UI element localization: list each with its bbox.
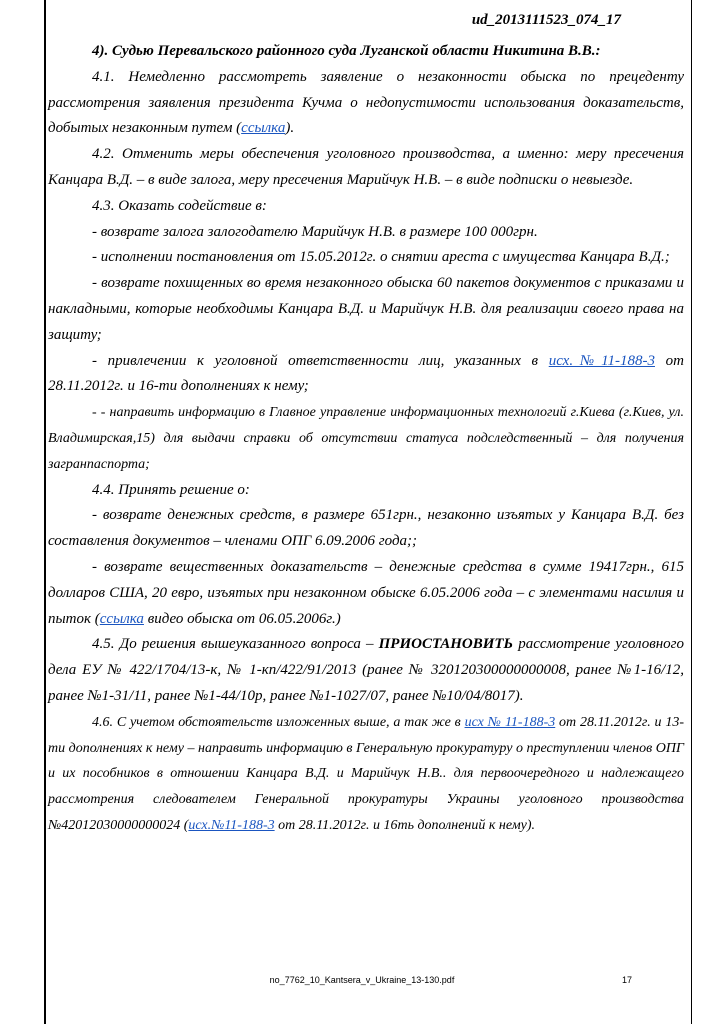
list-item xyxy=(48,349,684,401)
document-id: ud_2013111523_074_17 xyxy=(471,12,621,28)
list-item: - возврате денежных средств, в размере 651грн., незаконно изъятых у Канцара В.Д. без составления документов – членами ОПГ 6.09.2006 года;; xyxy=(48,507,684,550)
paragraph-4-1 xyxy=(48,65,684,142)
paragraph-4-2: 4.2. Отменить меры обеспечения уголовного производства, а именно: меру пресечения Канцара В.Д. – в виде залога, меру пресечения Марийчук Н.В. – в виде подписки о невыезде. xyxy=(48,146,684,188)
footer-file-name: no_7762_10_Kantsera_v_Ukraine_13-130.pdf xyxy=(269,975,455,985)
paragraph-text: - привлечении к уголовной ответственности лиц, указанных в xyxy=(92,352,549,369)
list-item: - возврате похищенных во время незаконного обыска 60 пакетов документов с приказами и накладными, которые необходимы Канцара В.Д. и Марийчук Н.В. для реализации своего права на защиту; xyxy=(48,275,684,343)
right-margin-line xyxy=(691,0,692,1024)
section-heading: 4). Судью Перевальского районного суда Луганской области Никитина В.В.: xyxy=(92,43,601,59)
link-ish-11-188-3[interactable]: исх.№11-188-3 xyxy=(548,352,655,369)
paragraph-text: от 28.11.2012г. и 13-ти дополнениях к нему – направить информацию в Генеральную прокуратуру о преступлении членов ОПГ и их пособников в отношении Канцара В.Д. и Марийчук Н.В.. для первоочередного и надлежащего рассмотрения следователем Генеральной прокуратуры Украины уголовного производства №42012030000000024 ( xyxy=(48,714,684,833)
paragraph-4-5 xyxy=(48,632,684,709)
footer-page-number: 17 xyxy=(622,975,633,985)
link-ish-11-188-3-first[interactable]: исх № 11-188-3 xyxy=(464,714,556,730)
paragraph-text: видео обыска от 06.05.2006г.) xyxy=(143,610,341,627)
paragraph-text: от 28.11.2012г. и 16ть дополнений к нему). xyxy=(274,817,536,833)
list-item: - - направить информацию в Главное управление информационных технологий г.Киева (г.Киев, ул. Владимирская,15) для выдачи справки об отсутствии статуса подследственный – для получения загранпаспорта; xyxy=(48,405,684,472)
document-body xyxy=(48,39,684,839)
link-ish-11-188-3-second[interactable]: исх.№11-188-3 xyxy=(188,817,275,833)
paragraph-text: ). xyxy=(285,120,295,137)
paragraph-text: 4.6. С учетом обстоятельств изложенных выше, а так же в xyxy=(92,714,465,730)
list-item: - исполнении постановления от 15.05.2012г. о снятии ареста с имущества Канцара В.Д.; xyxy=(92,249,670,266)
paragraph-text: 4.5. До решения вышеуказанного вопроса – xyxy=(92,636,379,653)
link-ssylka-video[interactable]: ссылка xyxy=(99,610,144,627)
paragraph-4-6 xyxy=(48,710,684,839)
emphasis-suspend: ПРИОСТАНОВИТЬ xyxy=(378,636,514,653)
left-margin-line xyxy=(44,0,46,1024)
list-item: - возврате залога залогодателю Марийчук Н.В. в размере 100 000грн. xyxy=(92,223,538,240)
paragraph-4-4: 4.4. Принять решение о: xyxy=(92,481,250,498)
paragraph-text: - возврате вещественных доказательств – денежные средства в сумме 19417грн., 615 долларов США, 20 евро, изъятых при незаконном обыске 6.05.2006 года – с элементами насилия и пыток ( xyxy=(48,558,684,627)
link-ssylka[interactable]: ссылка xyxy=(241,120,286,137)
paragraph-text: от 28.11.2012г. и 16-ти дополнениях к нему; xyxy=(48,352,684,395)
list-item xyxy=(48,555,684,632)
paragraph-4-3: 4.3. Оказать содействие в: xyxy=(92,197,267,214)
paragraph-text: 4.1. Немедленно рассмотреть заявление о незаконности обыска по прецеденту рассмотрения заявления президента Кучма о недопустимости использования доказательств, добытых незаконным путем ( xyxy=(48,68,684,137)
paragraph-text: рассмотрение уголовного дела ЕУ № 422/1704/13-к, № 1-кп/422/91/2013 (ранее № 320120300000000008, ранее №1-16/12, ранее №1-31/11, ранее №1-44/10р, ранее №1-1027/07, ранее №10/04/8017). xyxy=(48,636,684,704)
